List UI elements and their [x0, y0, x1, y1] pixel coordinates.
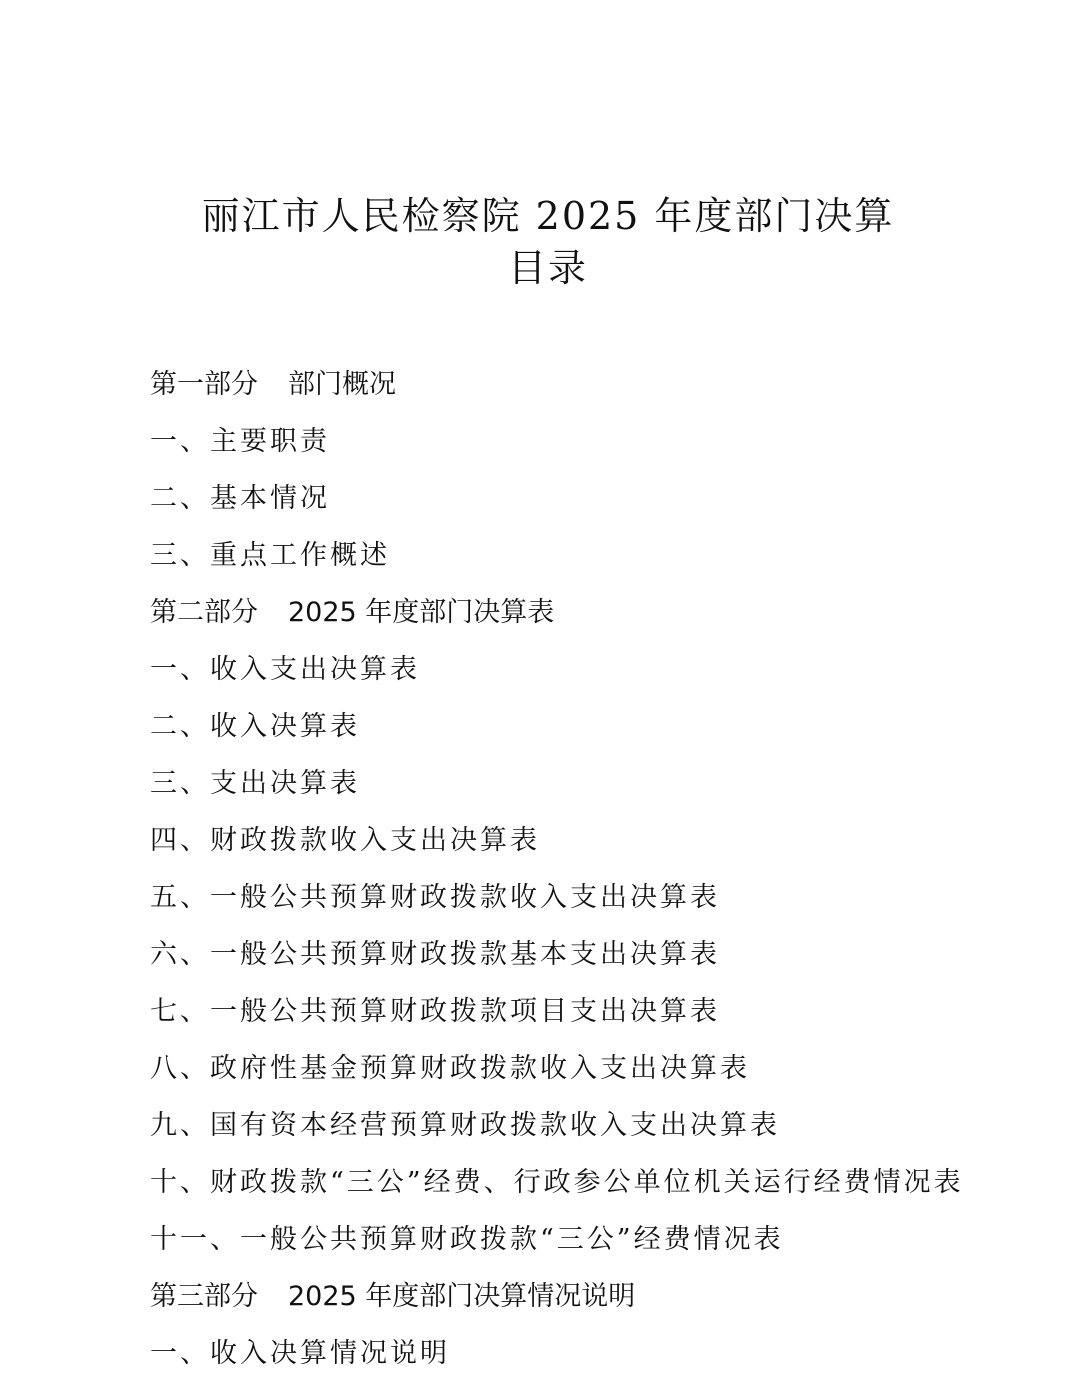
part-title: 2025 年度部门决算情况说明 [288, 1281, 636, 1312]
part-number: 第一部分 [150, 369, 258, 400]
toc-item: 三、支出决算表 [150, 768, 360, 799]
toc-item: 一、主要职责 [150, 426, 330, 457]
toc-item: 一、收入决算情况说明 [150, 1338, 450, 1369]
toc-part-heading [150, 1268, 1050, 1325]
table-of-contents [150, 356, 1050, 1382]
part-title: 部门概况 [288, 369, 396, 400]
toc-item: 十一、一般公共预算财政拨款“三公”经费情况表 [150, 1224, 784, 1255]
toc-part-heading [150, 584, 1050, 641]
toc-part-heading [150, 356, 1050, 413]
title-line-main: 丽江市人民检察院 2025 年度部门决算 [201, 194, 895, 238]
toc-item: 二、收入决算表 [150, 711, 360, 742]
part-title: 2025 年度部门决算表 [288, 597, 555, 628]
toc-item: 五、一般公共预算财政拨款收入支出决算表 [150, 882, 720, 913]
document-title [0, 190, 1074, 294]
toc-item: 三、重点工作概述 [150, 540, 390, 571]
part-number: 第三部分 [150, 1281, 258, 1312]
part-number: 第二部分 [150, 597, 258, 628]
toc-item: 六、一般公共预算财政拨款基本支出决算表 [150, 939, 720, 970]
toc-item: 四、财政拨款收入支出决算表 [150, 825, 540, 856]
title-line-contents: 目录 [507, 246, 588, 290]
toc-item: 九、国有资本经营预算财政拨款收入支出决算表 [150, 1110, 780, 1141]
toc-item: 八、政府性基金预算财政拨款收入支出决算表 [150, 1053, 750, 1084]
toc-item: 十、财政拨款“三公”经费、行政参公单位机关运行经费情况表 [150, 1167, 964, 1198]
toc-item: 七、一般公共预算财政拨款项目支出决算表 [150, 996, 720, 1027]
toc-item: 一、收入支出决算表 [150, 654, 420, 685]
toc-item: 二、基本情况 [150, 483, 330, 514]
